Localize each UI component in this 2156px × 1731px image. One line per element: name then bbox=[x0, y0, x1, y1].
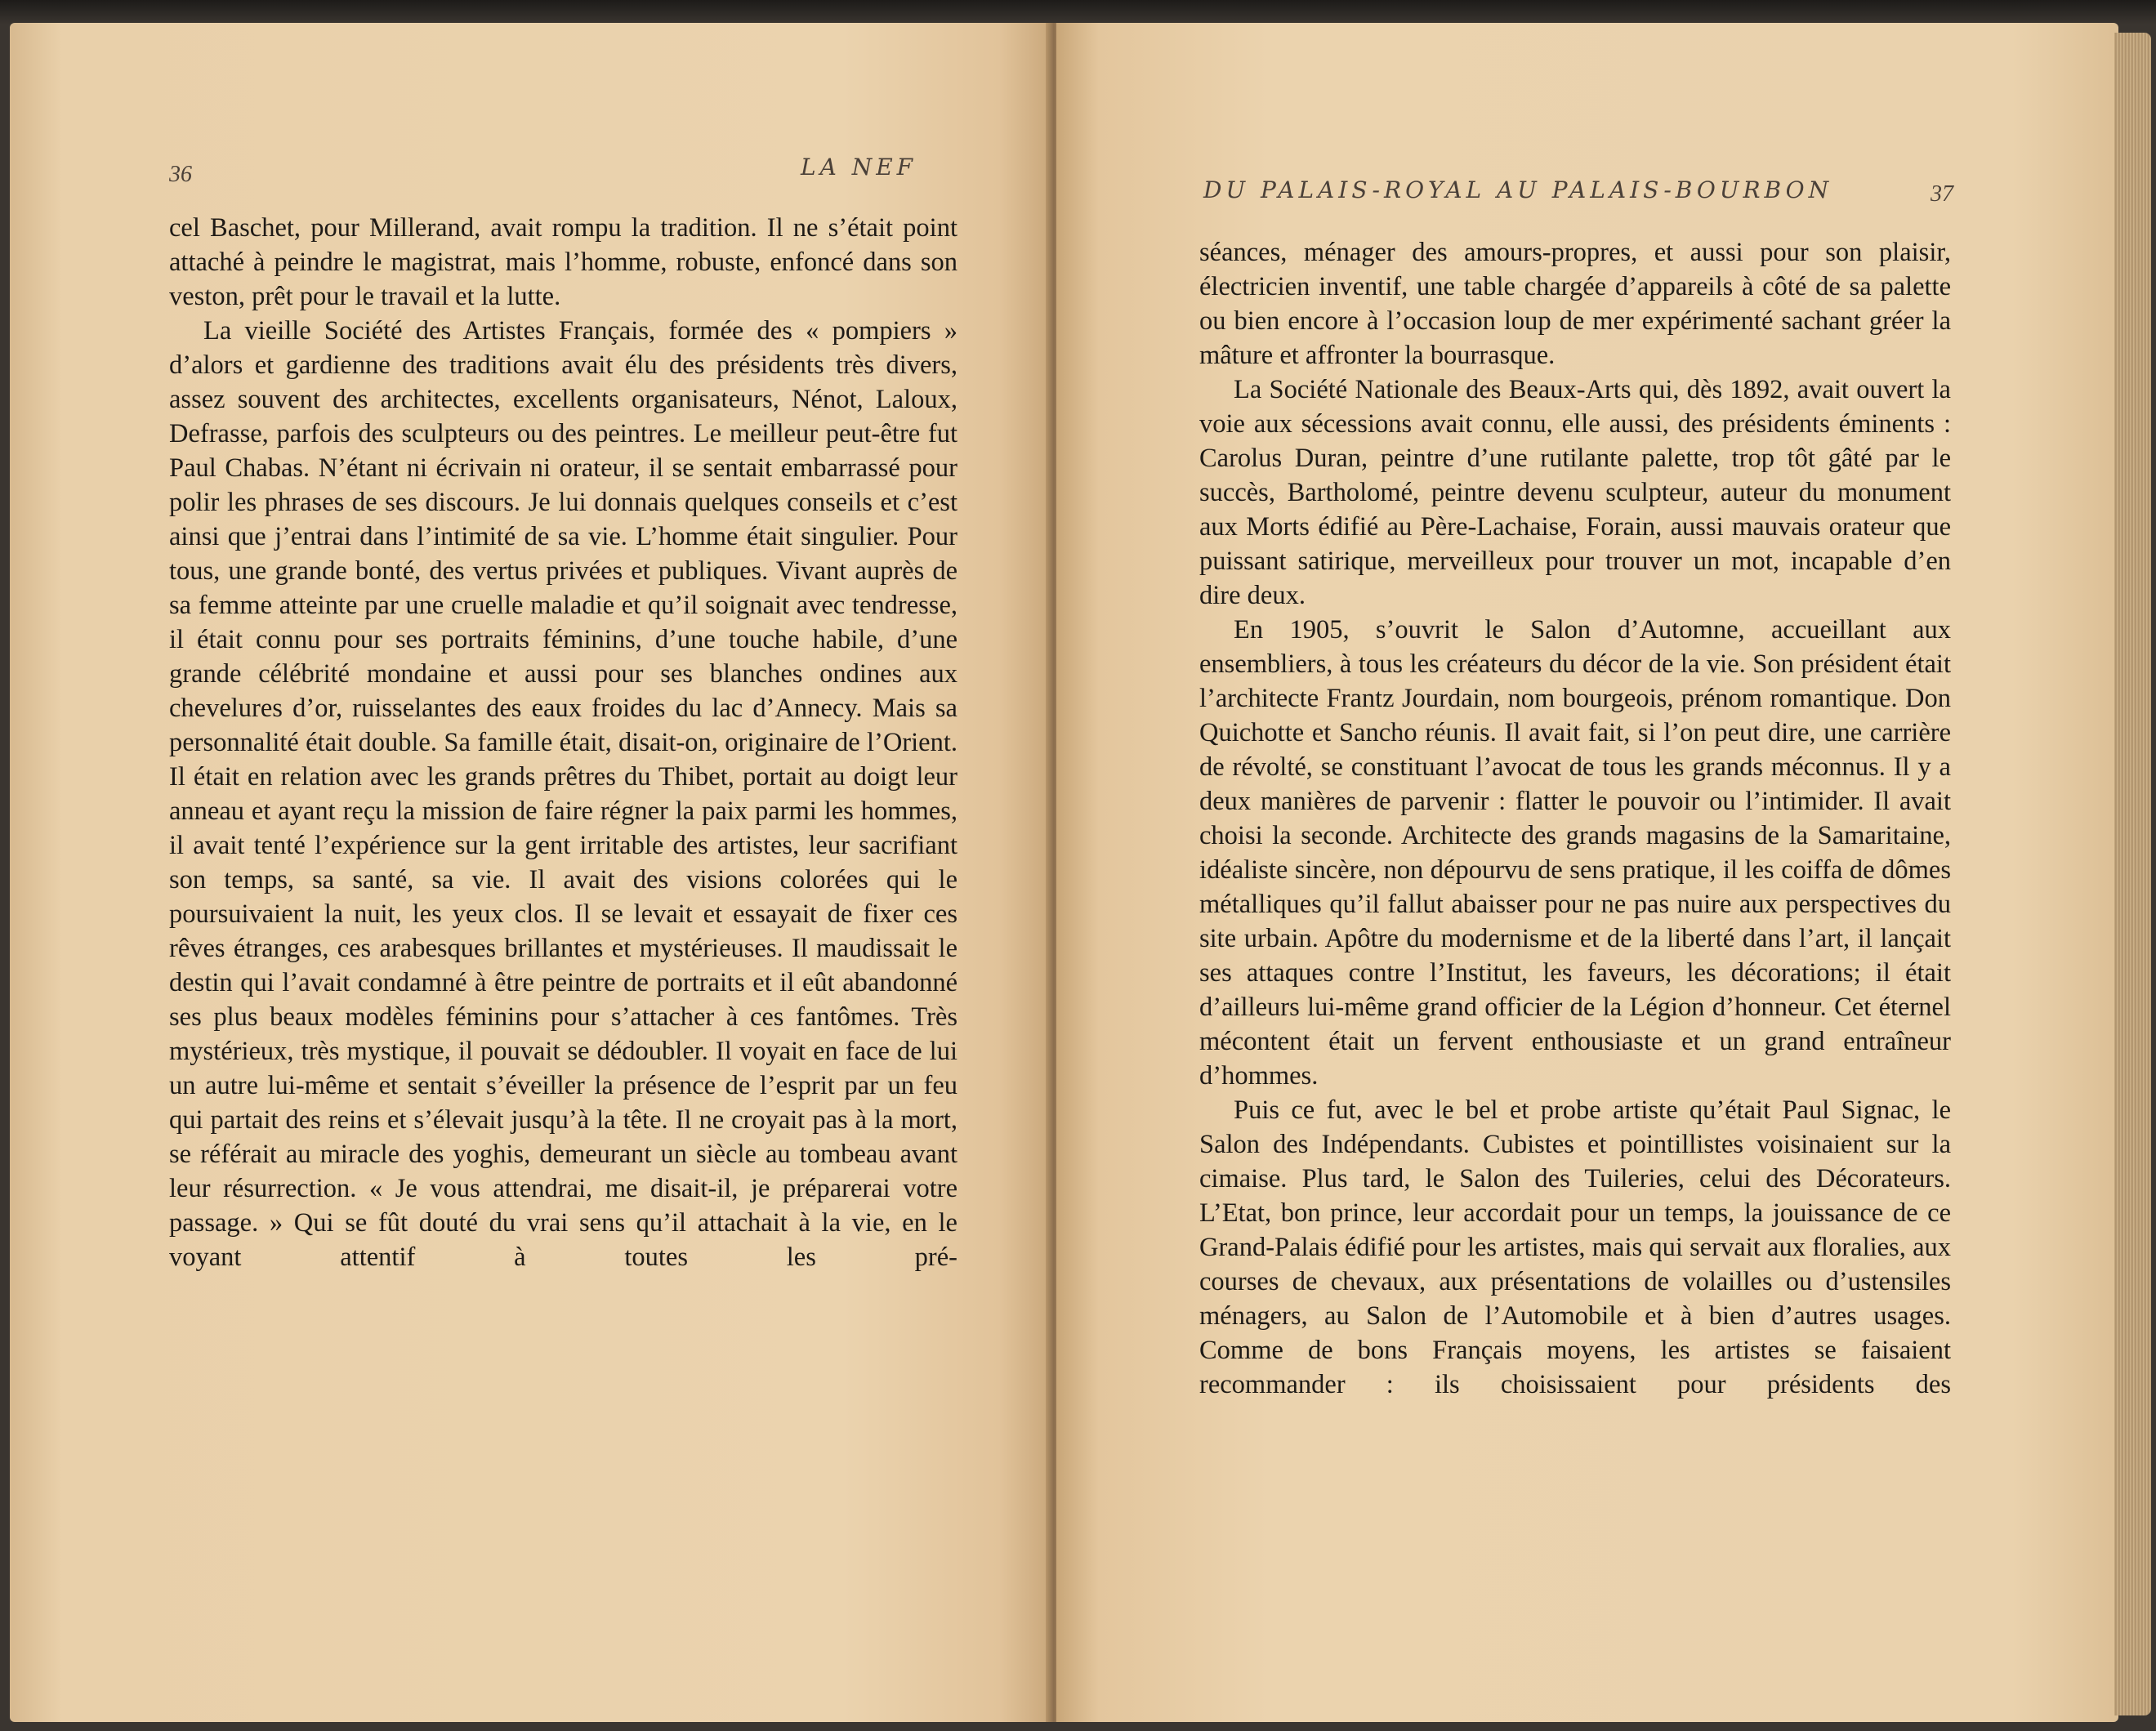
paragraph: séances, ménager des amours-propres, et aussi pour son plaisir, électricien inventif, une table chargée d’appareils à côté de sa palette ou bien encore à l’occasion loup de mer expérimenté sachant gréer la mâture et affronter la bourrasque. bbox=[1199, 238, 1951, 370]
paragraph: La Société Nationale des Beaux-Arts qui, dès 1892, avait ouvert la voie aux sécessions avait connu, elle aussi, des présidents éminents : Carolus Duran, peintre d’une rutilante palette, trop tôt gâté par le succès, Bartholomé, peintre devenu sculpteur, auteur du monument aux Morts édifié au Père-Lachaise, Forain, aussi mauvais orateur que puissant satirique, merveilleux pour trouver un mot, incapable d’en dire deux. bbox=[1199, 375, 1951, 610]
right-page-body bbox=[1199, 235, 1951, 1402]
paragraph: Puis ce fut, avec le bel et probe artiste qu’était Paul Signac, le Salon des Indépendants. Cubistes et pointillistes voisinaient sur la cimaise. Plus tard, le Salon des Tuileries, celui des Décorateurs. L’Etat, bon prince, leur accordait pour un temps, la jouissance de ce Grand-Palais édifié pour les artistes, mais qui servait aux floralies, aux courses de chevaux, aux présentations de volailles ou d’ustensiles ménagers, au Salon de l’Automobile et à bien d’autres usages. Comme de bons Français moyens, les artistes se faisaient recommander : ils choisissaient pour présidents des bbox=[1199, 1095, 1951, 1399]
paragraph: La vieille Société des Artistes Français, formée des « pompiers » d’alors et gardienne des traditions avait élu des présidents très divers, assez souvent des architectes, excellents organisateurs, Nénot, Laloux, Defrasse, parfois des sculpteurs ou des peintres. Le meilleur peut-être fut Paul Chabas. N’étant ni écrivain ni orateur, il se sentait embarrassé pour polir les phrases de ses discours. Je lui donnais quelques conseils et c’est ainsi que j’entrai dans l’intimité de sa vie. L’homme était singulier. Pour tous, une grande bonté, des vertus privées et publiques. Vivant auprès de sa femme atteinte par une cruelle maladie et qu’il soignait avec tendresse, il était connu pour ses portraits féminins, d’une touche habile, d’une grande célébrité mondaine et aussi pour ses blanches ondines aux chevelures d’or, ruisselantes des eaux froides du lac d’Annecy. Mais sa personnalité était double. Sa famille était, disait-on, originaire de l’Orient. Il était en relation avec les grands prêtres du Thibet, portait au doigt leur anneau et ayant reçu la mission de faire régner la paix parmi les hommes, il avait tenté l’expérience sur la gent irritable des artistes, leur sacrifiant son temps, sa santé, sa vie. Il avait des visions colorées qui le poursuivaient la nuit, les yeux clos. Il se levait et essayait de fixer ces rêves étranges, ces arabesques brillantes et mystérieuses. Il maudissait le destin qui l’avait condamné à être peintre de portraits et il eût abandonné ses plus beaux modèles féminins pour s’attacher à ces fantômes. Très mystérieux, très mystique, il pouvait se dédoubler. Il voyait en face de lui un autre lui-même et sentait s’éveiller la présence de l’esprit par un feu qui partait des reins et s’élevait jusqu’à la tête. Il ne croyait pas à la mort, se référait au miracle des yoghis, demeurant un siècle au tombeau avant leur résurrection. « Je vous attendrai, me disait-il, je préparerai votre passage. » Qui se fût douté du vrai sens qu’il attachait à la vie, en le voyant attentif à toutes les pré- bbox=[169, 316, 957, 1272]
right-page bbox=[1056, 23, 2118, 1722]
left-page-body bbox=[169, 211, 957, 1274]
running-head-left: LA NEF bbox=[801, 154, 917, 181]
page-edges bbox=[2114, 33, 2151, 1715]
left-page bbox=[10, 23, 1051, 1722]
page-number-left: 36 bbox=[169, 162, 192, 187]
page-number-right: 37 bbox=[1931, 181, 1953, 207]
paragraph: cel Baschet, pour Millerand, avait rompu la tradition. Il ne s’était point attaché à peindre le magistrat, mais l’homme, robuste, enfoncé dans son veston, prêt pour le travail et la lutte. bbox=[169, 213, 957, 311]
paragraph: En 1905, s’ouvrit le Salon d’Automne, accueillant aux ensembliers, à tous les créateurs du décor de la vie. Son président était l’architecte Frantz Jourdain, nom bourgeois, prénom romantique. Don Quichotte et Sancho réunis. Il avait fait, si l’on peut dire, une carrière de révolté, se constituant l’avocat de tous les grands méconnus. Il y a deux manières de parvenir : flatter le pouvoir ou l’intimider. Il avait choisi la seconde. Architecte des grands magasins de la Samaritaine, idéaliste sincère, non dépourvu de sens pratique, il les coiffa de dômes métalliques qu’il fallut abaisser pour ne pas nuire aux perspectives du site urbain. Apôtre du modernisme et de la liberté dans l’art, il lançait ses attaques contre l’Institut, les faveurs, les décorations; il était d’ailleurs lui-même grand officier de la Légion d’honneur. Cet éternel mécontent était un fervent enthousiaste et un grand entraîneur d’hommes. bbox=[1199, 615, 1951, 1091]
running-head-right: DU PALAIS-ROYAL AU PALAIS-BOURBON bbox=[1203, 176, 1833, 203]
